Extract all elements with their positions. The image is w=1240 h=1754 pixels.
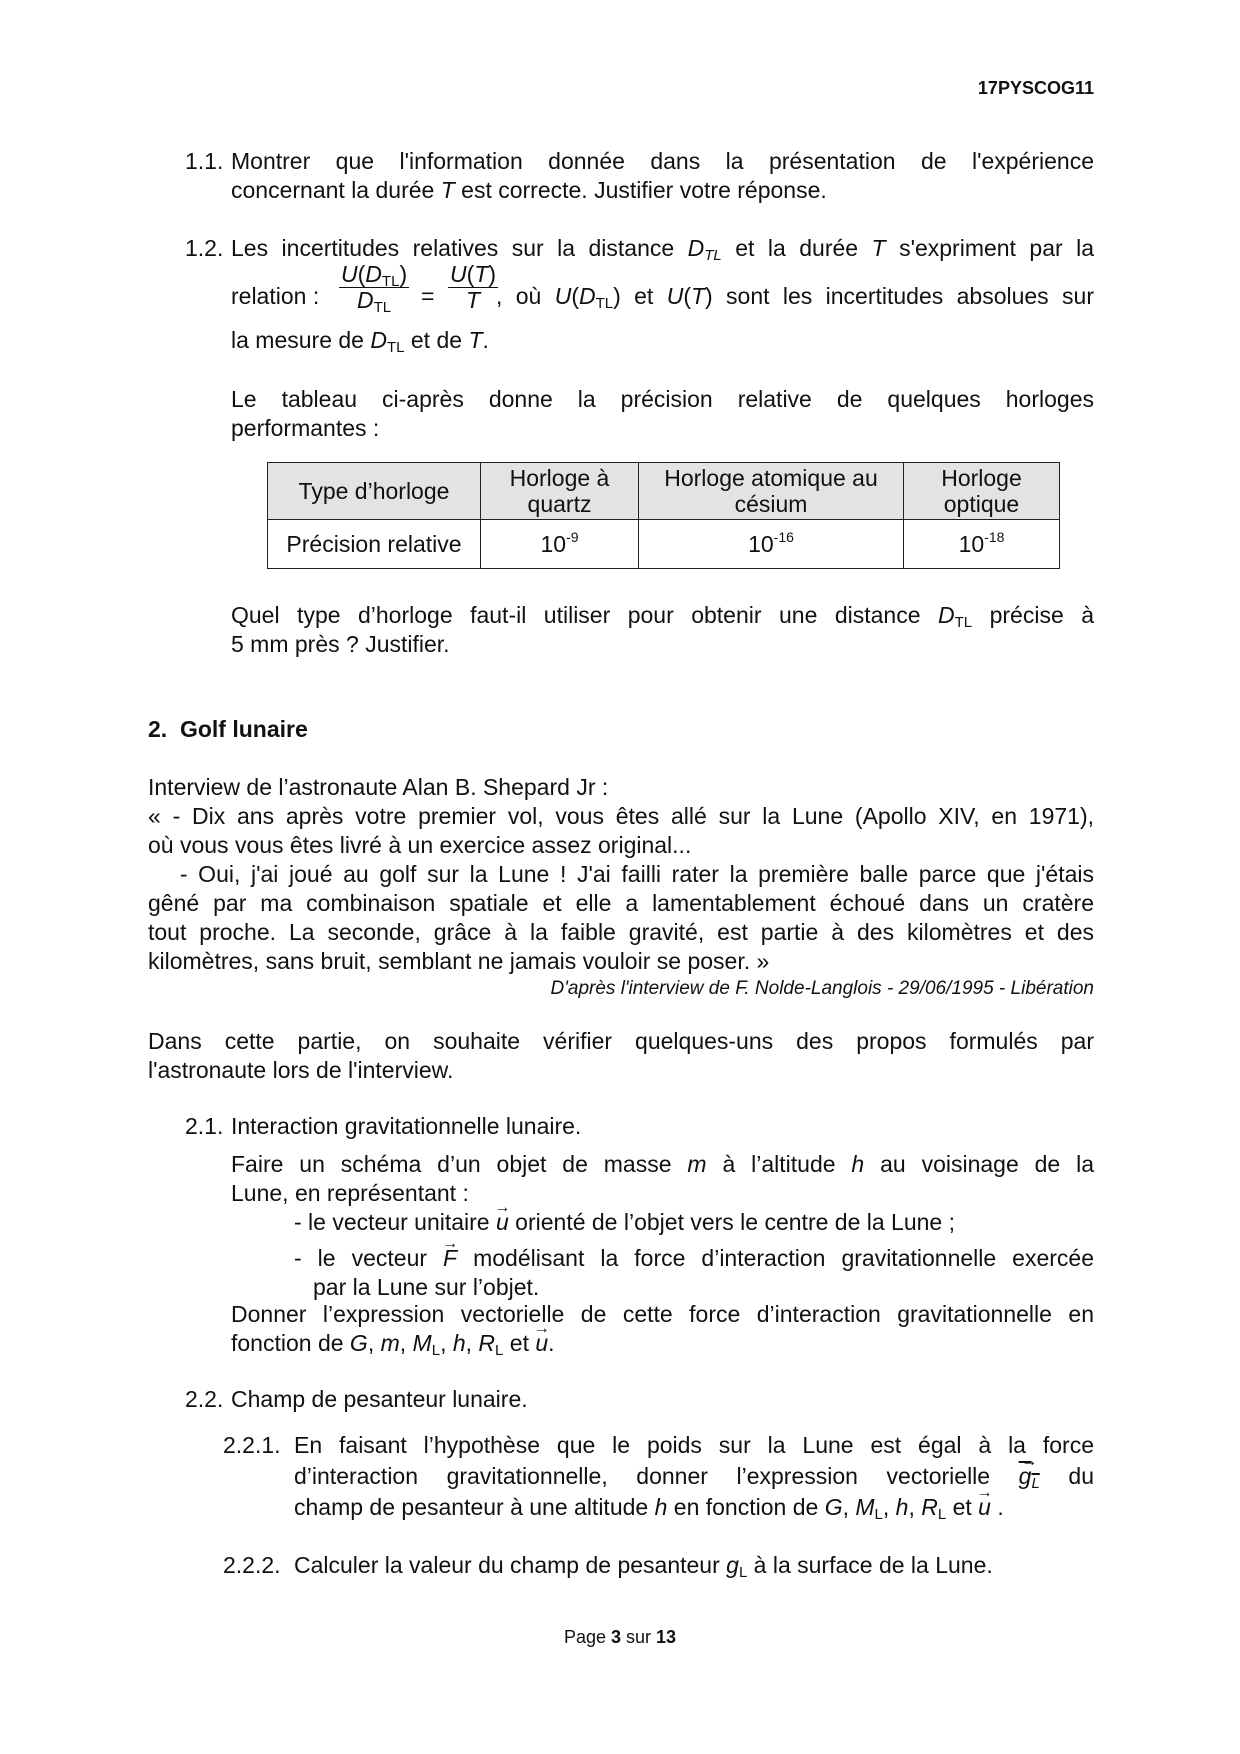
table-intro: Le tableau ci-après donne la précision relative de quelques horloges performantes : [231,386,1094,441]
header-optical: Horloge optique [904,463,1060,520]
header-clock-type: Type d’horloge [268,463,481,520]
question-1-1 [231,147,1094,205]
table-header-row [268,463,1060,520]
question-number-2-2: 2.2. [185,1386,224,1412]
precision-optical: $10^{-18}$ [904,520,1060,569]
relation-label: relation : [231,283,320,309]
relative-uncertainty-distance: $U(D_{TL})$ $D_{TL}$ [341,261,408,316]
row-label-precision: Précision relative [268,520,481,569]
question-2-2-2: Calculer la valeur du champ de pesanteur $g_L$ à la surface de la Lune. [294,1552,993,1581]
interview-block: Interview de l’astronaute Alan B. Shepard Jr : « - Dix ans après votre premier vol, vous êtes allé sur la Lune (Apollo XIV, en 1971), où vous vous êtes livré à un exercice assez original... - Oui, j'ai joué au golf sur la Lune ! J'ai failli rater la première balle parce que j'étais gêné par ma combinaison spatiale et elle a lamentablement échoué dans un cratère tout proche. La seconde, grâce à la faible gravité, est partie à des kilomètres et des kilomètres, sans bruit, semblant ne jamais vouloir se poser. » [148,774,1094,974]
question-number-2-1: 2.1. [185,1113,224,1139]
bullet-unit-vector: - le vecteur unitaire → u orienté de l’objet vers le centre de la Lune ; [294,1208,955,1237]
force-vector-F: → F [443,1244,457,1273]
question-2-2-title: Champ de pesanteur lunaire. [231,1386,528,1412]
question-1-1-line1: Montrer que l'information donnée dans la présentation de l'expérience [231,148,1094,174]
question-1-2-line1: Les incertitudes relatives sur la distance $D_{TL}$ et la durée T s'expriment par la [231,235,1095,264]
question-1-2-line3: la mesure de $D_{TL}$ et de T. [231,327,489,356]
unit-vector-u: → u [496,1208,509,1237]
question-1-1-line2: concernant la durée T est correcte. Justifier votre réponse. [231,177,827,203]
relation-explanation: , où $U(D_{TL})$ et U(T) sont les incertitudes absolues sur [496,283,1094,312]
relation-line [231,262,1094,328]
precision-cesium: $10^{-16}$ [639,520,904,569]
clock-question: Quel type d’horloge faut-il utiliser pour obtenir une distance $D_{TL}$ précise à 5 mm près ? Justifier. [231,602,1094,657]
clock-precision-table [267,462,1060,569]
page-footer: Page 3 sur 13 [563,1627,677,1647]
part-intro: Dans cette partie, on souhaite vérifier quelques-uns des propos formulés par l'astronaute lors de l'interview. [148,1028,1094,1083]
question-number-2-2-1: 2.2.1. [223,1432,281,1458]
header-cesium: Horloge atomique au césium [639,463,904,520]
relative-uncertainty-time: $\frac{U(T)}{T}$ [450,261,497,313]
question-2-1-body: Faire un schéma d’un objet de masse m à l’altitude h au voisinage de la Lune, en représentant : [231,1151,1095,1206]
header-quartz: Horloge à quartz [481,463,639,520]
bullet-force-vector: - le vecteur → F modélisant la force d’interaction gravitationnelle exercée par la Lune sur l’objet. [294,1244,1094,1302]
question-2-2-1: En faisant l’hypothèse que le poids sur la Lune est égal à la force d’interaction gravitationnelle, donner l’expression vectorielle → $g_L$ du champ de pesanteur à une altitude h en fonction de G, $M_L$, h, $R_L$ et → u . [294,1431,1094,1522]
gravity-field-vector: → $g_L$ [1019,1462,1040,1491]
equals-sign: = [421,283,435,309]
section-2-heading: 2. Golf lunaire [148,716,308,742]
question-number-1-1: 1.1. [185,148,224,174]
question-2-1-expression: Donner l’expression vectorielle de cette force d’interaction gravitationnelle en fonction de G, m, $M_L$, h, $R_L$ et → u. [231,1300,1094,1358]
question-number-1-2: 1.2. [185,235,224,261]
question-2-1-title: Interaction gravitationnelle lunaire. [231,1113,582,1139]
interview-source: D'après l'interview de F. Nolde-Langlois - 29/06/1995 - Libération [550,978,1094,999]
table-row-precision [268,520,1060,569]
question-number-2-2-2: 2.2.2. [223,1552,281,1578]
precision-quartz: $10^{-9}$ [481,520,639,569]
exam-code: 17PYSCOG11 [977,78,1094,98]
